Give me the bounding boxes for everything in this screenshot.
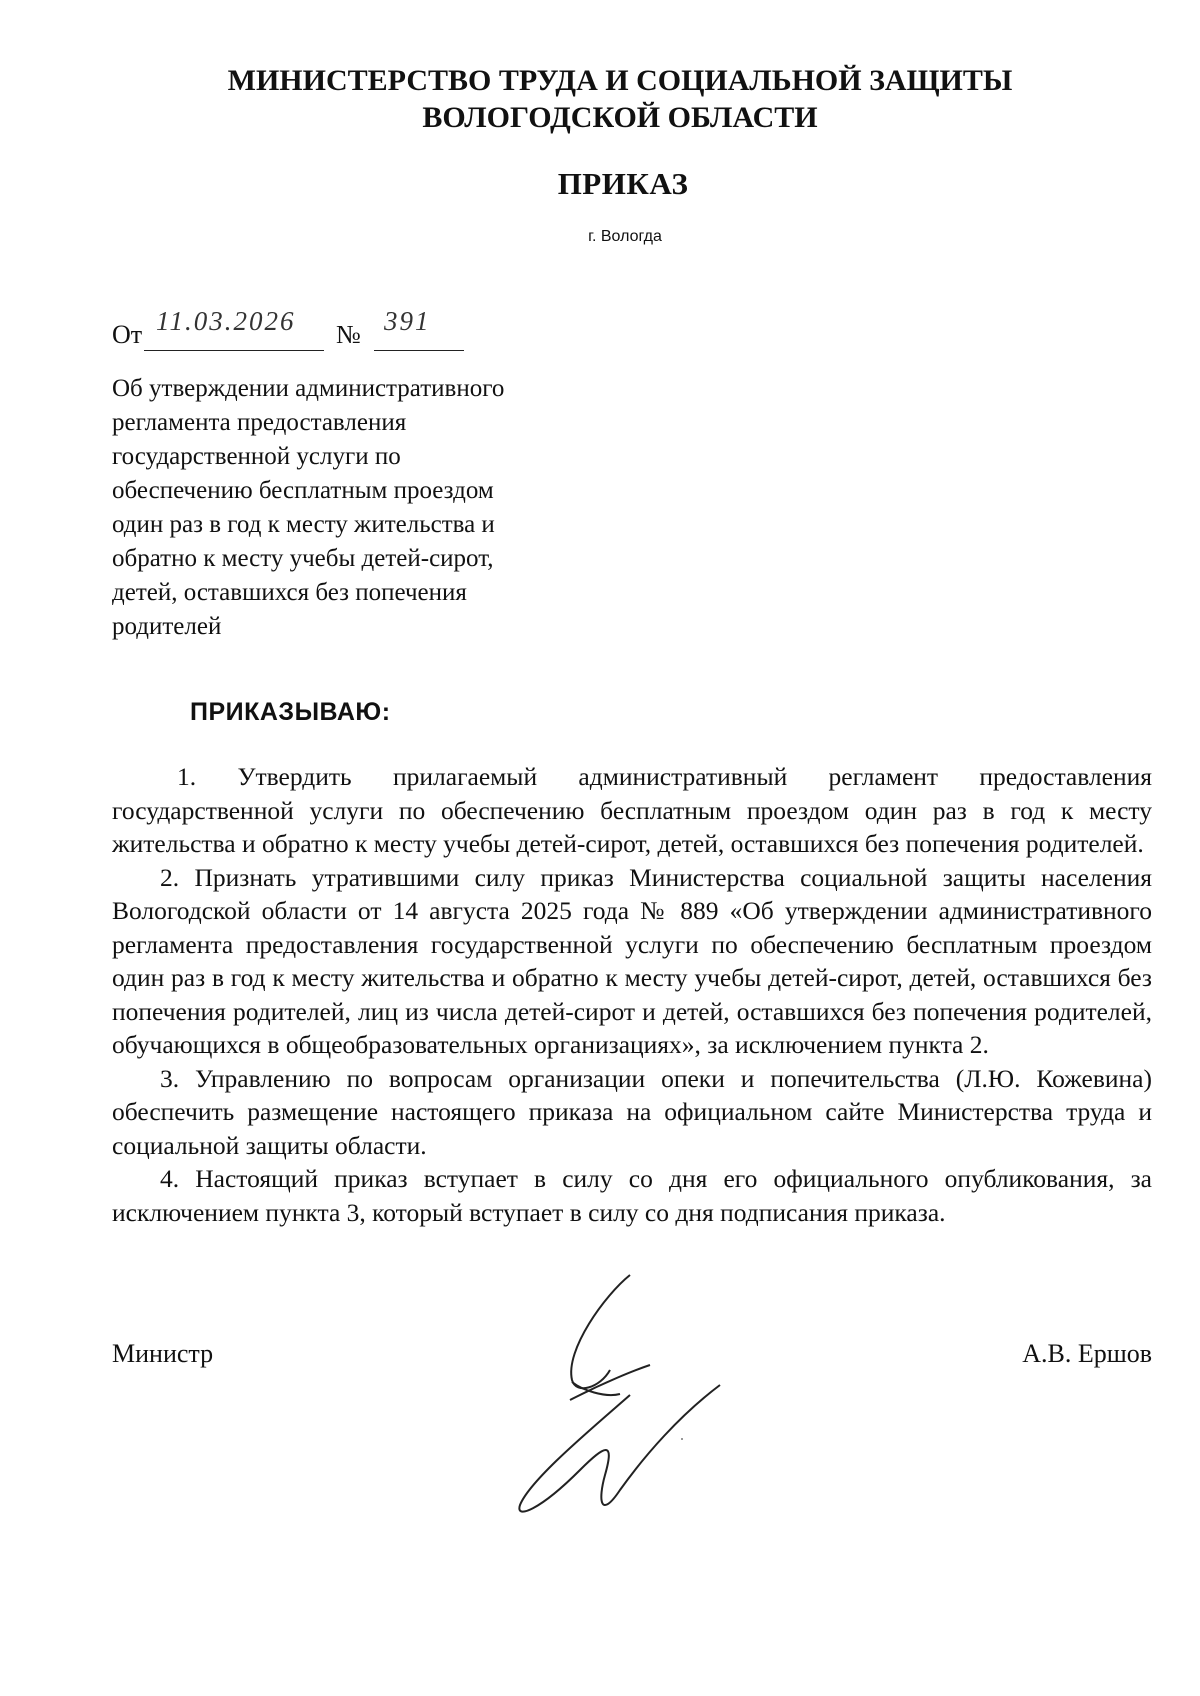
date-underline — [144, 350, 324, 351]
subject-line: регламента предоставления — [112, 409, 407, 436]
date-label: От — [112, 320, 143, 349]
subject-line: один раз в год к месту жительства и — [112, 511, 495, 538]
order-body — [112, 760, 1152, 1229]
signatory-name: А.В. Ершов — [1022, 1339, 1152, 1368]
handwritten-number: 391 — [384, 306, 431, 336]
date-number-line — [112, 306, 492, 350]
order-directive: ПРИКАЗЫВАЮ: — [190, 698, 391, 726]
subject-line: обеспечению бесплатным проездом — [112, 477, 494, 504]
ministry-name-line-2: ВОЛОГОДСКОЙ ОБЛАСТИ — [422, 101, 818, 134]
signatory-role: Министр — [112, 1339, 214, 1368]
number-label: № — [336, 320, 361, 349]
handwritten-signature — [510, 1270, 760, 1530]
order-paragraph-4: 4. Настоящий приказ вступает в силу со дня его официального опубликования, за исключением пункта 3, который вступает в силу со дня подписания приказа. — [112, 1164, 1152, 1227]
subject-line: Об утверждении административного — [112, 375, 505, 402]
subject-line: обратно к месту учебы детей-сирот, — [112, 545, 494, 572]
order-paragraph-3: 3. Управлению по вопросам организации опеки и попечительства (Л.Ю. Кожевина) обеспечить размещение настоящего приказа на официальном сайте Министерства труда и социальной защиты области. — [112, 1063, 1152, 1160]
ministry-name-line-1: МИНИСТЕРСТВО ТРУДА И СОЦИАЛЬНОЙ ЗАЩИТЫ — [227, 64, 1013, 97]
document-city: г. Вологда — [588, 228, 662, 245]
scan-speck — [681, 1438, 683, 1440]
ministry-header — [0, 62, 1200, 136]
subject-line: детей, оставшихся без попечения — [112, 579, 467, 606]
handwritten-date: 11.03.2026 — [156, 306, 296, 336]
document-type-title: ПРИКАЗ — [557, 166, 689, 201]
subject-line: государственной услуги по — [112, 443, 401, 470]
document-subject — [112, 372, 582, 644]
order-paragraph-2: 2. Признать утратившими силу приказ Министерства социальной защиты населения Вологодской области от 14 августа 2025 года № 889 «Об утверждении административного регламента предоставления государственной услуги по обеспечению бесплатным проездом один раз в год к месту жительства и обратно к месту учебы детей-сирот, детей, оставшихся без попечения родителей, лиц из числа детей-сирот и детей, оставшихся без попечения родителей, обучающихся в общеобразовательных организациях», за исключением пункта 2. — [112, 862, 1152, 1059]
subject-line: родителей — [112, 613, 222, 640]
number-underline — [374, 350, 464, 351]
order-paragraph-1: 1. Утвердить прилагаемый административный регламент предоставления государственной услуги по обеспечению бесплатным проездом один раз в год к месту жительства и обратно к месту учебы детей-сирот, детей, оставшихся без попечения родителей. — [112, 762, 1152, 858]
